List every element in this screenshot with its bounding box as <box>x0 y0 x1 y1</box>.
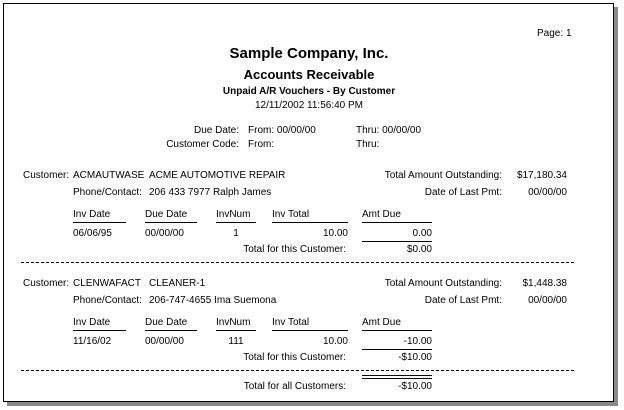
customer-label: Customer: <box>23 278 70 289</box>
phone-contact-value: 206-747-4655 Ima Suemona <box>149 295 277 306</box>
customer-name: ACME AUTOMOTIVE REPAIR <box>149 170 286 181</box>
due-date-from: From: 00/00/00 <box>248 125 316 136</box>
phone-contact-value: 206 433 7977 Ralph James <box>149 187 272 198</box>
customer-name: CLEANER-1 <box>149 278 206 289</box>
customer-code: CLENWAFACT <box>73 278 141 289</box>
col-due-date: Due Date <box>145 317 188 328</box>
page-number: 1 <box>566 28 572 39</box>
report-title: Accounts Receivable <box>243 67 375 82</box>
grand-total-value: -$10.00 <box>398 381 432 392</box>
run-datetime: 12/11/2002 11:56:40 PM <box>254 100 364 111</box>
customer-total-value: -$10.00 <box>398 352 432 363</box>
col-amt-due: Amt Due <box>362 209 401 220</box>
section-divider <box>21 262 574 263</box>
phone-contact-label: Phone/Contact: <box>73 187 142 198</box>
last-pmt-value: 00/00/00 <box>528 295 567 306</box>
row-inv-date: 11/16/02 <box>73 336 112 347</box>
col-due-date: Due Date <box>145 209 188 220</box>
due-date-thru: Thru: 00/00/00 <box>356 125 422 136</box>
total-outstanding-value: $17,180.34 <box>516 170 567 181</box>
row-inv-total: 10.00 <box>322 228 348 239</box>
customer-code-thru: Thru: <box>356 139 380 150</box>
phone-contact-label: Phone/Contact: <box>73 295 142 306</box>
customer-total-label: Total for this Customer: <box>243 352 346 363</box>
row-inv-date: 06/06/95 <box>73 228 112 239</box>
total-outstanding-value: $1,448.38 <box>522 278 567 289</box>
row-due-date: 00/00/00 <box>145 228 184 239</box>
customer-code-from: From: <box>248 139 275 150</box>
customer-total-value: $0.00 <box>406 244 432 255</box>
row-inv-num: 111 <box>228 336 244 347</box>
row-due-date: 00/00/00 <box>145 336 184 347</box>
row-inv-total: 10.00 <box>322 336 348 347</box>
customer-label: Customer: <box>23 170 70 181</box>
col-inv-num: InvNum <box>216 317 251 328</box>
section-divider <box>21 370 574 371</box>
col-inv-total: Inv Total <box>272 317 310 328</box>
due-date-label: Due Date: <box>193 125 239 136</box>
customer-code: ACMAUTWASE <box>73 170 145 181</box>
total-outstanding-label: Total Amount Outstanding: <box>384 170 502 181</box>
customer-total-label: Total for this Customer: <box>243 244 346 255</box>
grand-total-label: Total for all Customers: <box>243 381 346 392</box>
col-inv-date: Inv Date <box>73 317 111 328</box>
col-inv-date: Inv Date <box>73 209 111 220</box>
last-pmt-label: Date of Last Pmt: <box>424 295 502 306</box>
row-amt-due: -10.00 <box>403 336 432 347</box>
col-amt-due: Amt Due <box>362 317 401 328</box>
company-name: Sample Company, Inc. <box>229 45 389 62</box>
customer-code-label: Customer Code: <box>166 139 239 150</box>
col-inv-num: InvNum <box>216 209 251 220</box>
report-subtitle: Unpaid A/R Vouchers - By Customer <box>222 86 396 97</box>
report-page <box>3 3 614 402</box>
col-inv-total: Inv Total <box>272 209 310 220</box>
row-amt-due: 0.00 <box>412 228 432 239</box>
total-outstanding-label: Total Amount Outstanding: <box>384 278 502 289</box>
last-pmt-label: Date of Last Pmt: <box>424 187 502 198</box>
last-pmt-value: 00/00/00 <box>528 187 567 198</box>
row-inv-num: 1 <box>233 228 239 239</box>
page-label: Page: <box>537 28 564 39</box>
